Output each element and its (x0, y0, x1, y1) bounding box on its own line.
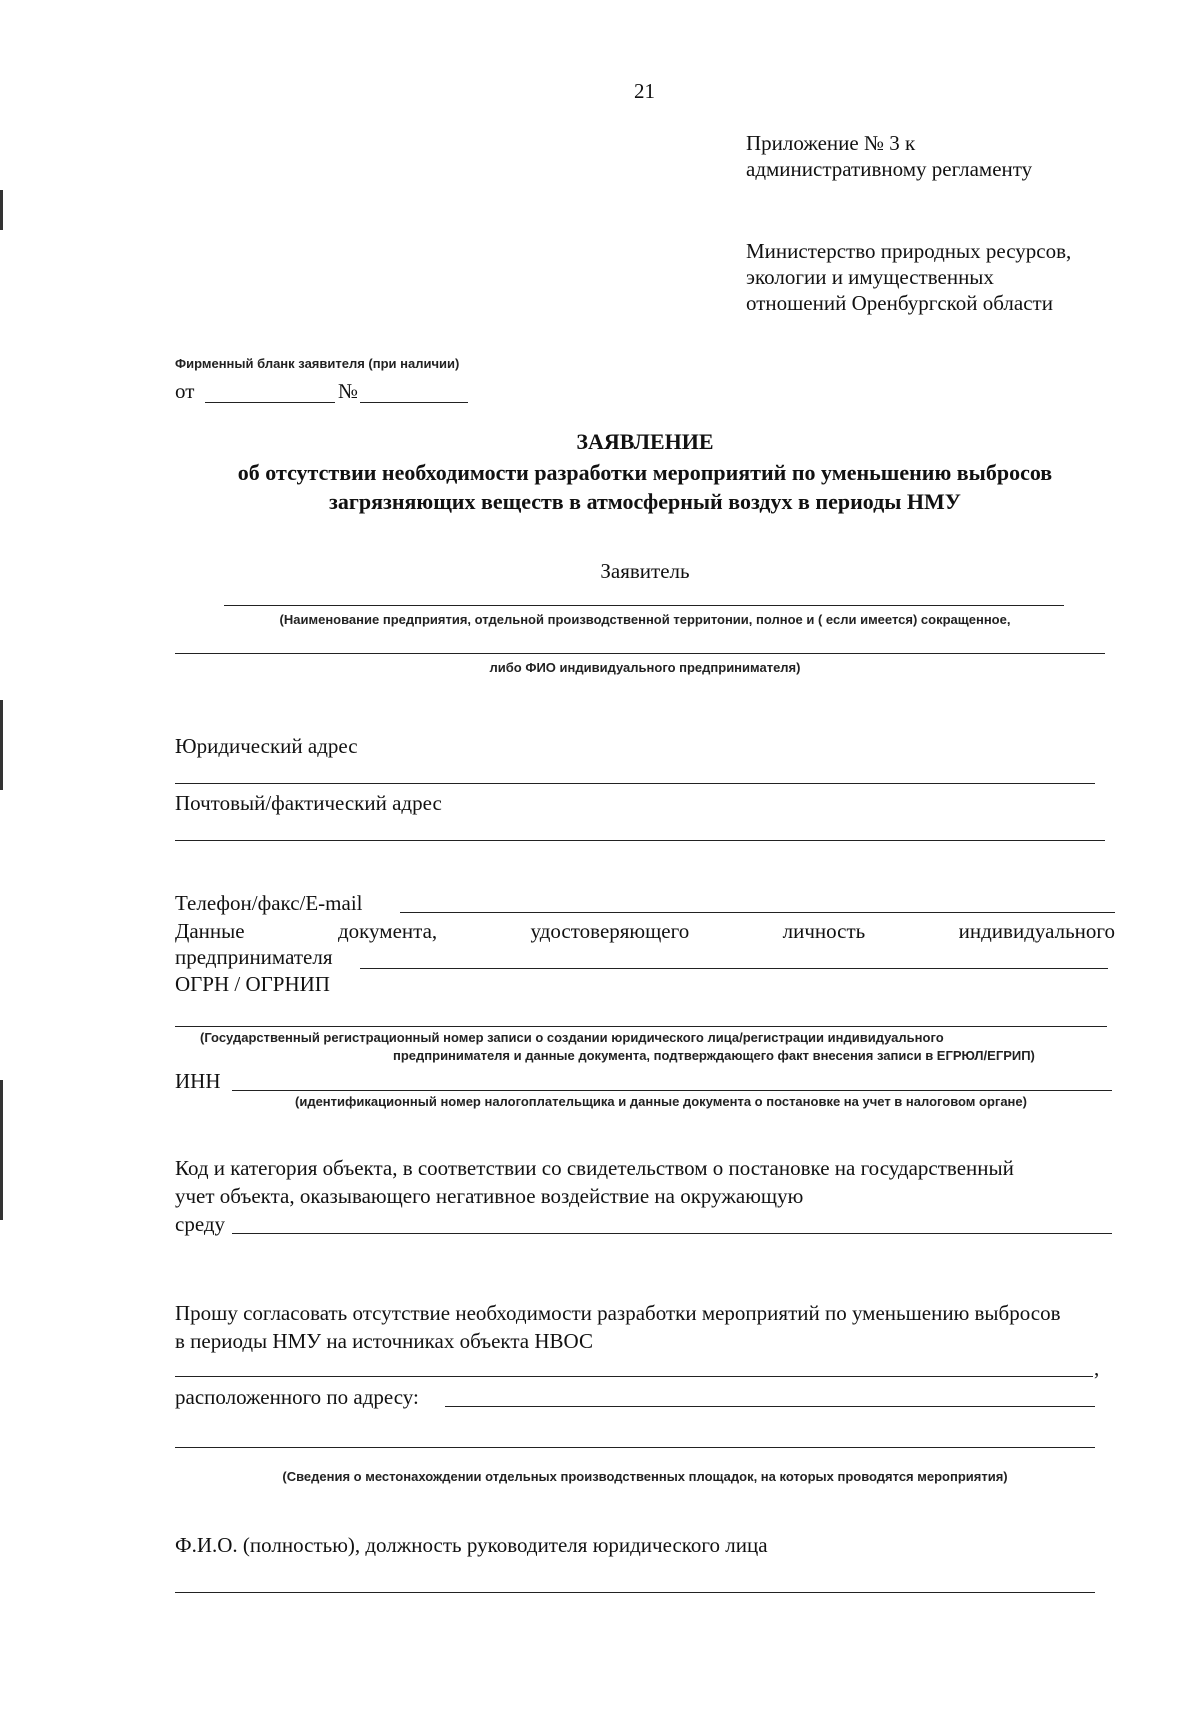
object-code-line-3: среду (175, 1212, 226, 1236)
object-name-line[interactable] (175, 1376, 1093, 1377)
applicant-name-line[interactable] (224, 605, 1064, 606)
from-label: от (175, 379, 195, 403)
postal-address-line[interactable] (175, 840, 1105, 841)
applicant-hint-2: либо ФИО индивидуального предпринимателя) (489, 660, 801, 675)
object-code-field-line[interactable] (232, 1233, 1112, 1234)
head-label: Ф.И.О. (полностью), должность руководителя юридического лица (175, 1533, 768, 1557)
scan-edge-mark (0, 700, 3, 790)
ogrn-hint-2: предпринимателя и данные документа, подтверждающего факт внесения записи в ЕГРЮЛ/ЕГРИП) (393, 1048, 1035, 1063)
object-code-line-1: Код и категория объекта, в соответствии со свидетельством о постановке на государственный (175, 1156, 1014, 1180)
title-line-2: загрязняющих веществ в атмосферный воздух в периоды НМУ (329, 489, 961, 514)
document-title: ЗАЯВЛЕНИЕ (576, 429, 714, 454)
number-label: № (338, 379, 359, 403)
object-code-line-2: учет объекта, оказывающего негативное воздействие на окружающую (175, 1184, 804, 1208)
title-line-1: об отсутствии необходимости разработки мероприятий по уменьшению выбросов (237, 460, 1053, 485)
ogrn-line[interactable] (175, 1026, 1107, 1027)
appendix-line-1: Приложение № 3 к (746, 131, 916, 155)
contacts-line[interactable] (400, 912, 1115, 913)
request-line-1: Прошу согласовать отсутствие необходимости разработки мероприятий по уменьшению выбросов (175, 1301, 1061, 1325)
ogrn-hint-1: (Государственный регистрационный номер записи о создании юридического лица/регистрации индивидуального (200, 1030, 944, 1045)
ogrn-label: ОГРН / ОГРНИП (175, 972, 330, 996)
object-name-comma: , (1094, 1356, 1100, 1380)
scan-edge-mark (0, 190, 3, 230)
letterhead-label: Фирменный бланк заявителя (при наличии) (175, 356, 460, 371)
applicant-name-line-2[interactable] (175, 653, 1105, 654)
number-field-line[interactable] (360, 402, 468, 403)
inn-hint: (идентификационный номер налогоплательщика и данные документа о постановке на учет в налоговом органе) (295, 1094, 1027, 1109)
id-document-field-line[interactable] (360, 968, 1108, 969)
applicant-hint-1: (Наименование предприятия, отдельной производственной территонии, полное и ( если имеется) сокращенное, (279, 612, 1011, 627)
id-document-line-1 (175, 918, 1115, 944)
applicant-label: Заявитель (600, 559, 690, 583)
id-document-word: документа, (337, 919, 438, 943)
inn-line[interactable] (232, 1090, 1112, 1091)
appendix-line-2: административному регламенту (746, 157, 1033, 181)
inn-label: ИНН (175, 1069, 221, 1093)
postal-address-label: Почтовый/фактический адрес (175, 791, 442, 815)
ministry-line-2: экологии и имущественных (746, 265, 994, 289)
located-address-line[interactable] (445, 1406, 1095, 1407)
located-address-line-2[interactable] (175, 1447, 1095, 1448)
id-document-word: Данные (175, 919, 245, 943)
page-number: 21 (634, 79, 655, 103)
ministry-line-3: отношений Оренбургской области (746, 291, 1053, 315)
id-document-line-2: предпринимателя (175, 945, 333, 969)
id-document-word: индивидуального (958, 919, 1115, 943)
legal-address-label: Юридический адрес (175, 734, 358, 758)
request-line-2: в периоды НМУ на источниках объекта НВОС (175, 1329, 593, 1353)
ministry-line-1: Министерство природных ресурсов, (746, 239, 1072, 263)
scan-edge-mark (0, 1080, 3, 1220)
id-document-word: личность (782, 919, 866, 943)
id-document-word: удостоверяющего (530, 919, 690, 943)
located-label: расположенного по адресу: (175, 1385, 419, 1409)
legal-address-line[interactable] (175, 783, 1095, 784)
date-field-line[interactable] (205, 402, 335, 403)
contacts-label: Телефон/факс/E-mail (175, 891, 363, 915)
head-field-line[interactable] (175, 1592, 1095, 1593)
request-hint: (Сведения о местонахождении отдельных производственных площадок, на которых проводятся мероприятия) (282, 1469, 1008, 1484)
